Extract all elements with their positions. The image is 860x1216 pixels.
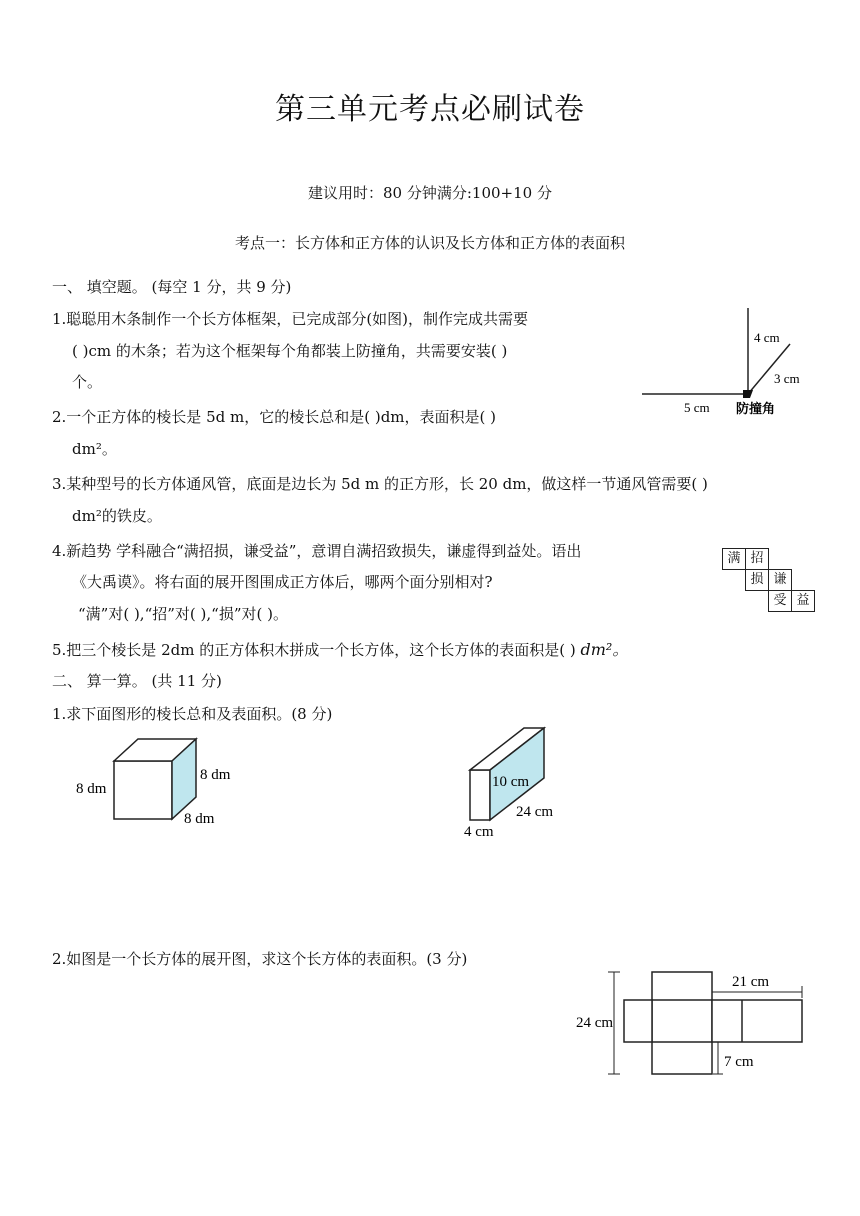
cube-right-label: 8 dm [200, 767, 231, 783]
cube-net-grid [722, 548, 812, 618]
net-cell-zhao: 招 [745, 548, 769, 570]
q5-line [52, 637, 628, 660]
cuboid-front-face [470, 770, 490, 820]
cuboid-w-label: 4 cm [464, 824, 494, 840]
q3-line1: 3.某种型号的长方体通风管，底面是边长为 5d m 的正方形，长 20 dm，做这样一节通风管需要( ) [52, 475, 708, 493]
cube-figure [72, 735, 252, 835]
frame-width-edge [748, 344, 790, 394]
net-cell-qian: 谦 [768, 569, 792, 591]
net-small-label: 7 cm [724, 1054, 754, 1070]
corner-label: 防撞角 [736, 401, 776, 416]
q1-line1: 1.聪聪用木条制作一个长方体框架，已完成部分(如图)，制作完成共需要 [52, 310, 529, 328]
exam-meta: 建议用时：80 分钟满分:100+10 分 [308, 184, 552, 202]
section1-heading: 一、 填空题。 (每空 1 分，共 9 分) [52, 278, 292, 296]
net-cell-yi: 益 [791, 590, 815, 612]
cuboid-l-label: 24 cm [516, 804, 554, 820]
q4-line1: 4.新趋势 学科融合“满招损，谦受益”，意谓自满招致损失，谦虚得到益处。语出 [52, 542, 582, 560]
frame-w-label: 5 cm [684, 400, 710, 415]
q3-line2: dm²的铁皮。 [72, 507, 162, 525]
cube-front-face [114, 761, 172, 819]
section2-heading: 二、 算一算。 (共 11 分) [52, 672, 222, 690]
q1-line2: ( )cm 的木条；若为这个框架每个角都装上防撞角，共需要安装( ) [72, 342, 508, 360]
net-right-strip [712, 1000, 802, 1042]
q4-line3: “满”对( ),“招”对( ),“损”对( )。 [78, 605, 288, 623]
net-top-label: 21 cm [732, 974, 770, 990]
cuboid-h-label: 10 cm [492, 774, 530, 790]
q2-line2: dm²。 [72, 440, 117, 458]
net-left-label: 24 cm [576, 1015, 614, 1031]
frame-d-label: 3 cm [774, 371, 800, 386]
q2-line1: 2.一个正方体的棱长是 5d m，它的棱长总和是( )dm，表面积是( ) [52, 408, 496, 426]
page-title: 第三单元考点必刷试卷 [275, 92, 585, 127]
net-center-column [652, 972, 712, 1074]
kaodian-heading: 考点一：长方体和正方体的认识及长方体和正方体的表面积 [234, 234, 625, 252]
net-left-face [624, 1000, 652, 1042]
s2-q1: 1.求下面图形的棱长总和及表面积。(8 分) [52, 705, 333, 723]
q4-line2: 《大禹谟》。将右面的展开图围成正方体后，哪两个面分别相对? [72, 573, 493, 591]
cube-left-label: 8 dm [76, 781, 107, 797]
net-cell-shou: 受 [768, 590, 792, 612]
net-cell-man: 满 [722, 548, 746, 570]
cuboid-figure [460, 722, 600, 842]
cuboid-net-figure [570, 966, 810, 1082]
q1-line3: 个。 [72, 373, 103, 391]
cube-bottom-label: 8 dm [184, 811, 215, 827]
q5-text: 5.把三个棱长是 2dm 的正方体积木拼成一个长方体，这个长方体的表面积是( ) [52, 641, 576, 659]
net-cell-sun: 损 [745, 569, 769, 591]
frame-figure [640, 300, 820, 425]
corner-protector [743, 390, 753, 398]
s2-q2: 2.如图是一个长方体的展开图，求这个长方体的表面积。(3 分) [52, 950, 468, 968]
q5-unit: dm²。 [580, 640, 629, 659]
frame-h-label: 4 cm [754, 330, 780, 345]
